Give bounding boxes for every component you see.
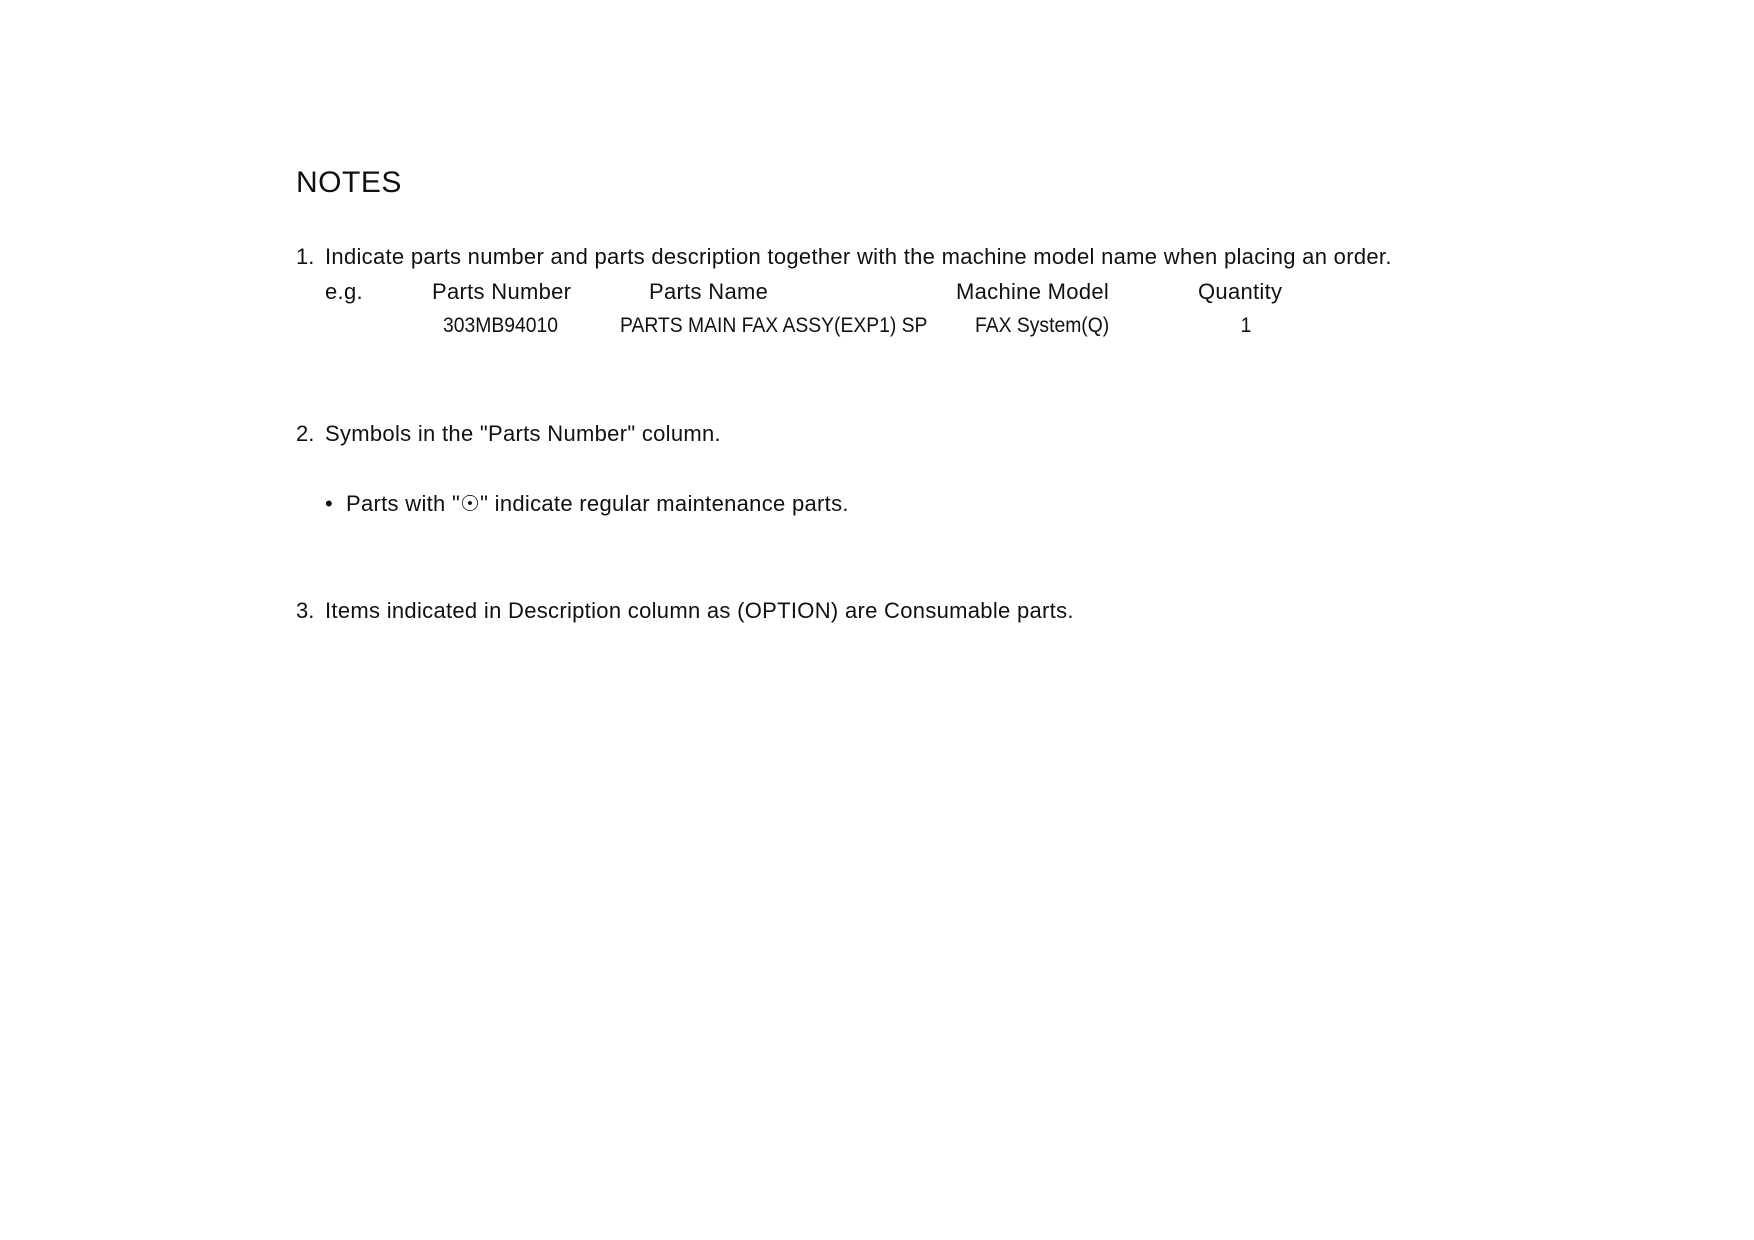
note-1-number: 1. <box>296 244 315 269</box>
note-1-text: Indicate parts number and parts description together with the machine model name when placing an order. <box>325 244 1392 269</box>
note-2-number: 2. <box>296 421 315 446</box>
header-machine-model: Machine Model <box>956 279 1110 304</box>
row-parts-number: 303MB94010 <box>443 314 558 337</box>
bullet-icon: • <box>325 491 334 516</box>
header-parts-number: Parts Number <box>432 279 572 304</box>
note-3-number: 3. <box>296 598 315 623</box>
header-quantity: Quantity <box>1198 279 1283 304</box>
row-machine-model: FAX System(Q) <box>975 314 1110 337</box>
note-2-text: Symbols in the "Parts Number" column. <box>325 421 721 446</box>
page-title: NOTES <box>296 166 402 199</box>
header-parts-name: Parts Name <box>649 279 769 304</box>
row-parts-name: PARTS MAIN FAX ASSY(EXP1) SP <box>620 314 928 337</box>
example-prefix: e.g. <box>325 279 363 304</box>
note-3-text: Items indicated in Description column as (OPTION) are Consumable parts. <box>325 598 1074 623</box>
maintenance-symbol-note: Parts with "☉" indicate regular maintenance parts. <box>346 491 849 516</box>
row-quantity: 1 <box>1240 314 1252 337</box>
